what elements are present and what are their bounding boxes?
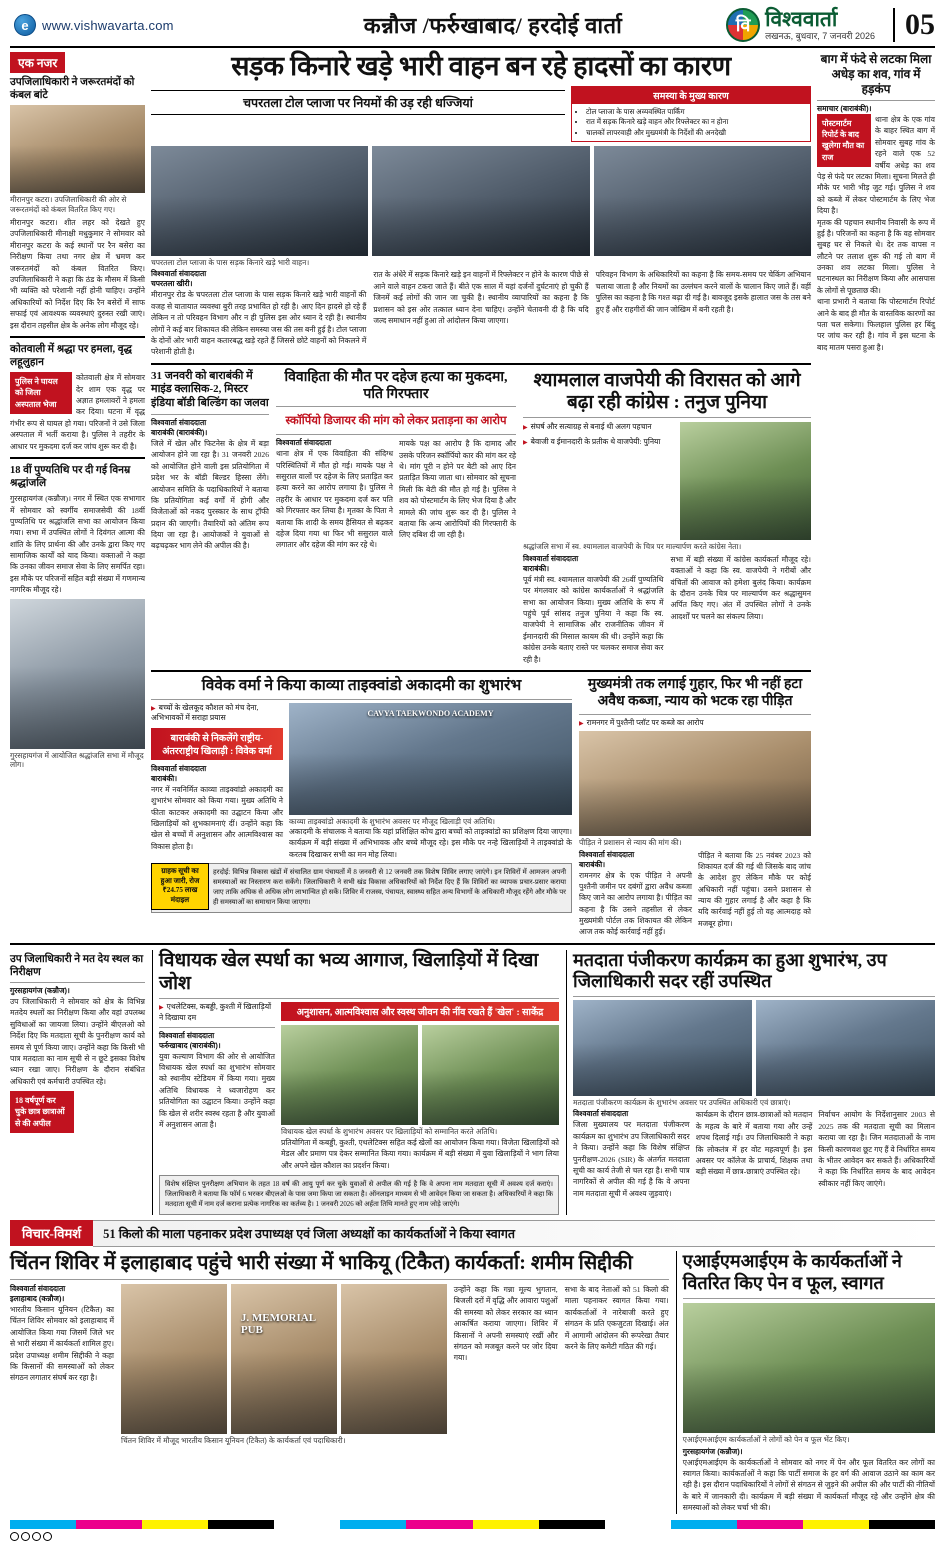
row-three [151, 677, 811, 938]
photo-congress-tribute [680, 422, 811, 540]
taekwondo-caption: काव्या ताइक्वांडो अकादमी के शुभारंभ अवसर पर मौजूद खिलाड़ी एवं अतिथि। [289, 816, 495, 826]
list-item: • चालकों लापरवाही और मुख्यमंत्री के निर्देशों की अनदेखी [586, 128, 804, 138]
photo-voter-2 [756, 1000, 935, 1096]
list-item: • टोल प्लाजा के पास अव्यवस्थित पार्किंग [586, 107, 804, 117]
dahej-col2: मायके पक्ष का आरोप है कि दामाद और उसके परिजन स्कॉर्पियो कार की मांग कर रहे थे। मांग पूरी न होने पर बेटी को आए दिन प्रताड़ित किया जाता था। सोमवार को सूचना मिली कि बेटी की मौत हो गई है। पुलिस ने शव को पोस्टमार्टम के लिए भेज दिया है और मामले की जांच शुरू कर दी है। पुलिस ने बताया कि अन्य आरोपियों की गिरफ्तारी के लिए दबिश दी जा रही है। [399, 439, 516, 540]
photo-shivir-2 [231, 1284, 337, 1434]
bottom-left-dateline: इलाहाबाद (कन्नौज)। [10, 1293, 65, 1303]
vichar-label: विचार-विमर्श [10, 1220, 93, 1246]
photo-aimim-workers [683, 1303, 935, 1433]
photo-blanket-distribution [10, 105, 145, 193]
cm-col1: रामनगर क्षेत्र के एक पीड़ित ने अपनी पुश्तैनी जमीन पर दबंगों द्वारा अवैध कब्जा किए जाने का आरोप लगाया है। पीड़ित का कहना है कि उसने तहसील से लेकर मुख्यमंत्री पोर्टल तक शिकायत की लेकिन आज तक कोई कार्रवाई नहीं हुई। [579, 870, 692, 937]
registration-mark-icon [32, 1532, 41, 1541]
registration-marks [10, 1532, 935, 1541]
cm-caption: पीड़ित ने प्रशासन से न्याय की मांग की। [579, 838, 682, 848]
sports-col2: प्रतियोगिता में कबड्डी, कुश्ती, एथलेटिक्स सहित कई खेलों का आयोजन किया गया। विजेता खिलाड़ियों को मेडल और प्रमाण पत्र देकर सम्मानित किया गया। कार्यक्रम में बड़ी संख्या में युवा खिलाड़ियों ने भाग लिया और अपने खेल कौशल का प्रदर्शन किया। [281, 1137, 560, 1170]
color-registration-bar [10, 1520, 935, 1529]
rail-item1-headline: उपजिलाधिकारी ने जरूरतमंदों को कंबल बांटे [10, 77, 135, 102]
lead-points-list [572, 104, 810, 141]
vichar-text: 51 किलो की माला पहनाकर प्रदेश उपाध्यक्ष एवं जिला अध्यक्षों का कार्यकर्ताओं ने किया स्वागत [93, 1220, 935, 1247]
taekwondo-byline: विश्ववार्ता संवाददाता [151, 763, 207, 773]
sports-byline: विश्ववार्ता संवाददाता [159, 1030, 215, 1040]
bottom-left-col3: सभा के बाद नेताओं को 51 किलो की माला पहनाकर स्वागत किया गया। कार्यकर्ताओं ने नारेबाजी करते हुए संगठन के प्रति एकजुटता दिखाई। अंत में आगामी आंदोलन की रूपरेखा तैयार करने के लिए कमेटी गठित की गई। [564, 1284, 669, 1351]
top-section [10, 52, 935, 938]
dahej-byline: विश्ववार्ता संवाददाता [276, 438, 332, 448]
photo-sign-text: J. MEMORIAL PUB [240, 1311, 316, 1336]
barabanki-text: जिले में खेल और फिटनेस के क्षेत्र में बड़ा आयोजन होने जा रहा है। 31 जनवरी 2026 को आयोजित होने वाली इस प्रतियोगिता में प्रदेश भर के बॉडी बिल्डर हिस्सा लेंगे। आयोजन समिति के पदाधिकारियों ने बताया कि प्रतियोगिता कई वर्गों में होगी और विजेताओं को नकद पुरस्कार के साथ ट्रॉफी प्रदान की जाएगी। तैयारियों को अंतिम रूप दिया जा रहा है। आयोजकों ने युवाओं से बढ़चढ़कर भाग लेने की अपील की है। [151, 438, 269, 551]
rail-item3-caption: गुरसहायगंज में आयोजित श्रद्धांजलि सभा में मौजूद लोग। [10, 750, 144, 770]
edition-title: कन्नौज /फर्रुखाबाद/ हरदोई वार्ता [363, 13, 623, 38]
bottom-right-byline: गुरसहायगंज (कन्नौज)। [682, 1446, 743, 1456]
cm-byline: विश्ववार्ता संवाददाता [579, 849, 635, 859]
registration-mark-icon [43, 1532, 52, 1541]
vichar-bar [10, 1220, 935, 1247]
voter-col3: निर्वाचन आयोग के निर्देशानुसार 2003 से 2025 तक की मतदाता सूची का मिलान कराया जा रहा है। जिन मतदाताओं के नाम किसी कारणवश छूट गए हैं वे निर्धारित समय के भीतर आवेदन कर सकते हैं। अधिकारियों ने कहा कि निर्धारित समय के बाद आवेदन स्वीकार नहीं किए जाएंगे। [818, 1110, 935, 1188]
rrail-byline: समाचार (बाराबंकी)। [817, 104, 872, 113]
sdm-headline: उप जिलाधिकारी ने मत देय स्थल का निरीक्षण [10, 953, 144, 978]
cm-bullet: ▶ रामनगर में पुश्तैनी प्लॉट पर कब्जे का आरोप [579, 718, 811, 729]
barabanki-dateline: बाराबंकी (बाराबंकी)। [151, 427, 208, 437]
barabanki-headline: 31 जनवरी को बाराबंकी में माइंड क्लासिक-2, मिस्टर इंडिया बॉडी बिल्डिंग का जलवा [151, 369, 269, 410]
bottom-left-caption: चिंतन शिविर में मौजूद भारतीय किसान यूनियन (टिकैत) के कार्यकर्ता एवं पदाधिकारी। [121, 1435, 346, 1445]
bottom-left-col1: भारतीय किसान यूनियन (टिकैत) का चिंतन शिविर सोमवार को इलाहाबाद में आयोजित किया गया जिसमें जिले भर से भारी संख्या में कार्यकर्ता शामिल हुए। प्रदेश उपाध्यक्ष शमीम सिद्दीकी ने कहा कि किसानों की समस्याओं को लेकर संगठन लगातार संघर्ष कर रहा है। [10, 1304, 114, 1383]
lead-byline: विश्ववार्ता संवाददाता [151, 269, 207, 279]
globe-icon: e [14, 14, 36, 36]
bottom-left-byline: विश्ववार्ता संवाददाता [10, 1283, 66, 1293]
taekwondo-headline: विवेक वर्मा ने किया काव्या ताइक्वांडो अकादमी का शुभारंभ [201, 676, 522, 694]
lead-col1: मीरानपुर रोड के चपरतला टोल प्लाजा के पास सड़क किनारे खड़े भारी वाहनों की वजह से यातायात व्यवस्था बुरी तरह प्रभावित हो रही है। आए दिन हादसे हो रहे हैं लेकिन न तो परिवहन विभाग और न ही पुलिस इस ओर ध्यान दे रही है। स्थानीय लोगों ने कई बार शिकायत की लेकिन समस्या जस की तस बनी हुई है। टोल प्लाजा के दोनों ओर भारी वाहन कतारबद्ध खड़े रहते हैं जिससे छोटे वाहनों को निकलने में परेशानी होती है। [151, 290, 367, 357]
shyamlal-dateline: बाराबंकी। [523, 563, 550, 573]
lead-dateline: चपरतला खीरी। [151, 279, 193, 289]
photo-shivir-1 [121, 1284, 227, 1434]
voter-byline: विश्ववार्ता संवाददाता [573, 1109, 629, 1119]
shyamlal-bullet-1: ▶ संघर्ष और सत्याग्रह से बनाई थी अलग पहचान [523, 422, 673, 433]
sports-caption: विधायक खेल स्पर्धा के शुभारंभ अवसर पर खिलाड़ियों को सम्मानित करते अतिथि। [281, 1127, 498, 1137]
rail-item2-text: कोतवाली क्षेत्र में सोमवार देर शाम एक वृद्ध पर अज्ञात हमलावरों ने हमला कर दिया। घटना में वृद्ध गंभीर रूप से घायल हो गया। परिजनों ने उसे जिला अस्पताल में भर्ती कराया है। पुलिस ने तहरीर के आधार पर मुकदमा दर्ज कर जांच शुरू कर दी है। [10, 373, 145, 451]
lead-points-title: समस्या के मुख्य कारण [572, 87, 810, 104]
shyamlal-col2: सभा में बड़ी संख्या में कांग्रेस कार्यकर्ता मौजूद रहे। वक्ताओं ने कहा कि स्व. वाजपेयी ने गरीबों और वंचितों की आवाज को हमेशा बुलंद किया। कार्यक्रम के दौरान उनके चित्र पर माल्यार्पण कर श्रद्धासुमन अर्पित किए गए। अंत में उपस्थित लोगों ने उनके आदर्शों पर चलने का संकल्प लिया। [670, 554, 811, 621]
bottom-section [10, 1251, 935, 1514]
rail-item3-text: गुरसहायगंज (कन्नौज)। नगर में स्थित एक सभागार में सोमवार को स्वर्गीय समाजसेवी की 18वीं पुण्यतिथि पर श्रद्धांजलि सभा का आयोजन किया गया। सभा में उपस्थित लोगों ने दिवंगत आत्मा की शांति के लिए प्रार्थना की और उनके द्वारा किए गए सामाजिक कार्यों को याद किया। वक्ताओं ने कहा कि उनका जीवन समाज सेवा के लिए समर्पित रहा। इस मौके पर परिजनों सहित बड़ी संख्या में गणमान्य नागरिक मौजूद रहे। [10, 494, 145, 595]
story-aimim [676, 1251, 935, 1514]
sports-col1: युवा कल्याण विभाग की ओर से आयोजित विधायक खेल स्पर्धा का शुभारंभ सोमवार को स्थानीय स्टेडियम में किया गया। मुख्य अतिथि विधायक ने ध्वजारोहण कर प्रतियोगिता का उद्घाटन किया। उन्होंने कहा कि खेल से शरीर स्वस्थ रहता है और युवाओं में अनुशासन आता है। [159, 1051, 275, 1130]
photo-shivir-3 [341, 1284, 447, 1434]
voter-headline: मतदाता पंजीकरण कार्यक्रम का हुआ शुभारंभ, उप जिलाधिकारी सदर रहीं उपस्थित [573, 949, 887, 992]
rail-item2-redbox: पुलिस ने घायल को जिला अस्पताल भेजा [10, 372, 72, 414]
registration-mark-icon [10, 1532, 19, 1541]
story-sdm [10, 950, 145, 1215]
story-dahej [276, 370, 516, 665]
sports-grey-box: विशेष संक्षिप्त पुनरीक्षण अभियान के तहत 18 वर्ष की आयु पूर्ण कर चुके युवाओं से अपील की गई है कि वे अपना नाम मतदाता सूची में अवश्य दर्ज कराएं। जिलाधिकारी ने बताया कि फॉर्म 6 भरकर बीएलओ के पास जमा किया जा सकता है। ऑनलाइन माध्यम से भी आवेदन किया जा सकता है। अधिकारियों ने कहा कि मतदाता सूची में नाम दर्ज कराना प्रत्येक नागरिक का कर्तव्य है। 1 जनवरी 2026 को अर्हता तिथि मानते हुए नाम जोड़े जाएंगे। [159, 1175, 559, 1215]
right-rail [817, 52, 935, 938]
story-shyamlal [523, 370, 811, 665]
taekwondo-bullet-2: बाराबंकी से निकलेंगे राष्ट्रीय-अंतरराष्ट्रीय खिलाड़ी : विवेक वर्मा [151, 728, 283, 760]
lead-caption: चपरतला टोल प्लाजा के पास सड़क किनारे खड़े भारी वाहन। [151, 258, 310, 267]
bottom-right-text: एआईएमआईएम के कार्यकर्ताओं ने सोमवार को नगर में पेन और फूल वितरित कर लोगों का स्वागत किया। कार्यकर्ताओं ने कहा कि पार्टी समाज के हर वर्ग की आवाज उठाने का काम कर रही है। इस दौरान पदाधिकारियों ने लोगों से संगठन से जुड़ने की अपील की और पार्टी की नीतियों के बारे में जानकारी दी। कार्यक्रम में बड़ी संख्या में कार्यकर्ता मौजूद रहे और उन्होंने क्षेत्र की समस्याओं को लेकर चर्चा भी की। [682, 1457, 935, 1513]
brand-logo [726, 8, 875, 42]
cm-col2: पीड़ित ने बताया कि 25 नवंबर 2023 को शिकायत दर्ज की गई थी जिसके बाद जांच के आदेश हुए लेकिन मौके पर कोई अधिकारी नहीं पहुंचा। उसने प्रशासन से न्याय की गुहार लगाई है और कहा है कि यदि कार्रवाई नहीं हुई तो वह आत्मदाह को मजबूर होगा। [698, 850, 811, 928]
taekwondo-bullet-1: ▶ बच्चों के खेलकूद कौशल को मंच देना, अभिभावकों में सराहा प्रयास [151, 703, 283, 724]
shyamlal-col1: पूर्व मंत्री स्व. श्यामलाल वाजपेयी की 26वीं पुण्यतिथि पर मंगलवार को कांग्रेस कार्यकर्ताओं ने श्रद्धांजलि सभा का आयोजन किया। मुख्य अतिथि के रूप में पहुंचे पूर्व सांसद तनुज पुनिया ने कहा कि स्व. वाजपेयी ने सामाजिक और राजनीतिक जीवन में ईमानदारी की मिसाल कायम की थी। उन्होंने कहा कि कांग्रेस उनके बताए रास्ते पर चलकर समाज सेवा कर रही है। [523, 574, 664, 664]
lead-story [151, 52, 811, 358]
masthead [10, 8, 935, 48]
photo-banner-text: CAVYA TAEKWONDO ACADEMY [367, 708, 494, 718]
sports-bullet-1: ▶ एथलेटिक्स, कबड्डी, कुश्ती में खिलाड़ियों ने दिखाया दम [159, 1002, 275, 1023]
dahej-headline: विवाहिता की मौत पर दहेज हत्या का मुकदमा, पति गिरफ्तार [284, 369, 508, 402]
newspaper-logo-icon: वि [726, 8, 760, 42]
photo-sports-1 [281, 1025, 418, 1125]
photo-taekwondo-academy [289, 703, 572, 815]
sports-dateline: फर्रुखाबाद (बाराबंकी)। [159, 1040, 221, 1050]
middle-band [10, 950, 935, 1215]
story-chintan-shivir [10, 1251, 669, 1514]
rail-item1-caption: मीरानपुर कटरा। उपजिलाधिकारी की ओर से जरूरतमंदों को कंबल वितरित किए गए। [10, 195, 127, 214]
rrail-text2: मृतक की पहचान स्थानीय निवासी के रूप में हुई है। परिजनों का कहना है कि वह सोमवार सुबह घर से निकले थे। देर तक वापस न लौटने पर तलाश शुरू की गई तो बाग में उनका शव लटका मिला। पुलिस ने घटनास्थल का निरीक्षण किया और आसपास के लोगों से पूछताछ की। [817, 217, 935, 295]
story-voter [566, 950, 935, 1215]
rail-item2-headline: कोतवाली में श्रद्धा पर हमला, वृद्ध लहूलुहान [10, 343, 132, 369]
brand-dateline: लखनऊ, बुधवार, 7 जनवरी 2026 [765, 31, 875, 41]
bottom-right-headline: एआईएमआईएम के कार्यकर्ताओं ने वितरित किए पेन व फूल, स्वागत [682, 1250, 902, 1293]
taekwondo-col1: नगर में नवनिर्मित काव्या ताइक्वांडो अकादमी का शुभारंभ सोमवार को किया गया। मुख्य अतिथि ने फीता काटकर अकादमी का उद्घाटन किया और खिलाड़ियों को शुभकामनाएं दीं। उन्होंने कहा कि खेल से बच्चों में अनुशासन और आत्मविश्वास का विकास होता है। [151, 784, 283, 851]
sdm-byline: गुरसहायगंज (कन्नौज)। [10, 986, 70, 996]
rrail-text3: थाना प्रभारी ने बताया कि पोस्टमार्टम रिपोर्ट आने के बाद ही मौत के वास्तविक कारणों का पता चल सकेगा। फिलहाल पुलिस हर बिंदु पर जांच कर रही है। गांव में इस घटना के बाद मातम पसरा हुआ है। [817, 297, 935, 352]
photo-highway-3 [594, 146, 811, 256]
voter-col2: कार्यक्रम के दौरान छात्र-छात्राओं को मतदान के महत्व के बारे में बताया गया और उन्हें शपथ दिलाई गई। उप जिलाधिकारी ने कहा कि लोकतंत्र में हर वोट महत्वपूर्ण है। इस अवसर पर कॉलेज के प्राचार्य, शिक्षक तथा बड़ी संख्या में छात्र-छात्राएं उपस्थित रहे। [695, 1110, 813, 1177]
dahej-subhead: स्कॉर्पियो डिजायर की मांग को लेकर प्रताड़ना का आरोप [285, 415, 507, 428]
photo-victim-portrait [579, 731, 811, 836]
lead-col3: परिवहन विभाग के अधिकारियों का कहना है कि समय-समय पर चेकिंग अभियान चलाया जाता है और नियमों का उल्लंघन करने वालों के चालान किए जाते हैं। वहीं पुलिस का कहना है कि गश्त बढ़ा दी गई है। बावजूद इसके हालात जस के तस बने हुए हैं और राहगीरों की जान जोखिम में बनी रहती है। [595, 270, 811, 314]
story-taekwondo [151, 677, 572, 938]
bottom-right-caption: एआईएमआईएम कार्यकर्ताओं ने लोगों को पेन व फूल भेंट किए। [682, 1435, 850, 1445]
story-cm [579, 677, 811, 938]
sports-headline: विधायक खेल स्पर्धा का भव्य आगाज, खिलाड़ियों में दिखा जोश [159, 949, 539, 994]
photo-shraddhanjali-sabha [10, 599, 145, 749]
barabanki-byline: विश्ववार्ता संवाददाता [151, 417, 207, 427]
rail-item1-text: मीरानपुर कटरा। शीत लहर को देखते हुए उपजिलाधिकारी मीनाक्षी मधुकुमार ने सोमवार को मीरानपुर कटरा के कई स्थानों पर रैन बसेरा का निरीक्षण किया तथा नगर क्षेत्र में भ्रमण कर जरूरतमंदों को कंबल वितरित किए। उपजिलाधिकारी ने कहा कि ठंड के मौसम में किसी भी व्यक्ति को परेशानी नहीं होनी चाहिए। उन्होंने अधिकारियों को निर्देश दिए कि रैन बसेरों में साफ सफाई एवं आवश्यक व्यवस्थाएं दुरुस्त रखी जाएं। इस दौरान तहसील क्षेत्र के अनेक लोग मौजूद रहे। [10, 218, 145, 330]
shyamlal-caption: श्रद्धांजलि सभा में स्व. श्यामलाल वाजपेयी के चित्र पर माल्यार्पण करते कांग्रेस नेता। [523, 542, 742, 552]
taekwondo-col2: अकादमी के संचालक ने बताया कि यहां प्रशिक्षित कोच द्वारा बच्चों को ताइक्वांडो का प्रशिक्षण दिया जाएगा। कार्यक्रम में बड़ी संख्या में अभिभावक और बच्चे मौजूद रहे। इस मौके पर नन्हे खिलाड़ियों ने ताइक्वांडो के करतब दिखाकर सभी का मन मोह लिया। [289, 826, 572, 859]
sdm-text: उप जिलाधिकारी ने सोमवार को क्षेत्र के विभिन्न मतदेय स्थलों का निरीक्षण किया और वहां उपलब्ध सुविधाओं का जायजा लिया। उन्होंने बीएलओ को निर्देश दिए कि मतदाता सूची के पुनरीक्षण कार्य को समय से पूर्ण किया जाए। उन्होंने कहा कि किसी भी पात्र मतदाता का नाम सूची से न छूटे इसका विशेष ध्यान रखा जाए। निरीक्षण के दौरान संबंधित अधिकारी एवं कर्मचारी उपस्थित रहे। [10, 997, 145, 1086]
photo-highway-1 [151, 146, 368, 256]
story-sports [152, 950, 559, 1215]
taekwondo-grey-box: हरदोई: विभिन्न विकास खंडों में संचालित ग्राम पंचायतों में 8 जनवरी से 12 जनवरी तक विशेष शिविर लगाए जाएंगे। इन शिविरों में आमजन अपनी समस्याओं का निस्तारण करा सकेंगे। जिलाधिकारी ने सभी खंड विकास अधिकारियों को निर्देश दिए हैं कि शिविरों का व्यापक प्रचार-प्रसार कराया जाए ताकि अधिक से अधिक लोग लाभान्वित हो सकें। शिविर में राजस्व, पंचायत, स्वास्थ्य सहित अन्य विभागों के अधिकारी मौजूद रहेंगे और मौके पर ही समस्याओं का समाधान किया जाएगा। [151, 863, 572, 913]
cm-dateline: बाराबंकी। [579, 859, 606, 869]
dahej-col1: थाना क्षेत्र में एक विवाहिता की संदिग्ध परिस्थितियों में मौत हो गई। मायके पक्ष ने ससुराल वालों पर दहेज के लिए प्रताड़ित कर हत्या करने का आरोप लगाया है। पुलिस ने तहरीर के आधार पर मुकदमा दर्ज कर पति को गिरफ्तार कर लिया है। मृतका के पिता ने बताया कि शादी के समय हैसियत से बढ़कर दहेज दिया गया था फिर भी ससुराल वाले लगातार और दहेज की मांग कर रहे थे। [276, 449, 393, 550]
left-rail [10, 52, 145, 938]
taekwondo-yellow-box: ग्राहक सूची का हुआ जारी, रोज ₹24.75 लाख मंदाइल [151, 863, 209, 910]
shyamlal-byline: विश्ववार्ता संवाददाता [523, 553, 579, 563]
masthead-left [10, 14, 260, 36]
lead-headline: सड़क किनारे खड़े भारी वाहन बन रहे हादसों का कारण [231, 51, 731, 81]
lead-col2: रात के अंधेरे में सड़क किनारे खड़े इन वाहनों में रिफ्लेक्टर न होने के कारण पीछे से आने वाले वाहन टकरा जाते हैं। बीते एक साल में यहां दर्जनों दुर्घटनाएं हो चुकी हैं जिनमें कई लोगों की जान जा चुकी है। स्थानीय व्यापारियों का कहना है कि प्रशासन को इस ओर तत्काल ध्यान देना चाहिए। उन्होंने चेतावनी दी है कि यदि जल्द समाधान नहीं हुआ तो आंदोलन किया जाएगा। [373, 270, 589, 325]
lead-subhead: चपरतला टोल प्लाजा पर नियमों की उड़ रही धज्जियां [151, 90, 565, 115]
photo-voter-1 [573, 1000, 752, 1096]
sports-bullet-2: अनुशासन, आत्मविश्वास और स्वस्थ जीवन की नींव रखते हैं 'खेल' : साकेंद्र [281, 1002, 559, 1021]
shyamlal-headline: श्यामलाल वाजपेयी की विरासत को आगे बढ़ा रही कांग्रेस : तनुज पुनिया [533, 369, 801, 413]
sdm-redbox: 18 वर्षपूर्ण कर चुके छात्र छात्राओं से की अपील [10, 1091, 74, 1133]
rail-item3-headline: 18 वीं पुण्यतिथि पर दी गई विनम्र श्रद्धांजलि [10, 464, 131, 490]
bottom-left-headline: चिंतन शिविर में इलाहाबाद पहुंचे भारी संख्या में भाकियू (टिकैत) कार्यकर्ता: शमीम सिद्दीकी [10, 1251, 633, 1274]
masthead-right [726, 8, 935, 42]
photo-sports-2 [422, 1025, 559, 1125]
rail-label: एक नजर [10, 52, 65, 73]
cm-headline: मुख्यमंत्री तक लगाई गुहार, फिर भी नहीं हटा अवैध कब्जा, न्याय को भटक रहा पीड़ित [587, 676, 803, 709]
lead-points-box [571, 86, 811, 142]
registration-mark-icon [21, 1532, 30, 1541]
page-number: 05 [893, 8, 935, 42]
voter-col1: जिला मुख्यालय पर मतदाता पंजीकरण कार्यक्रम का शुभारंभ उप जिलाधिकारी सदर ने किया। उन्होंने कहा कि विशेष संक्षिप्त पुनरीक्षण-2026 (SIR) के अंतर्गत मतदाता सूची का कार्य तेजी से चल रहा है। सभी पात्र नागरिकों से अपील की गई है कि वे अपना नाम मतदाता सूची में अवश्य जुड़वाएं। [573, 1120, 690, 1198]
list-item: • रात में सड़क किनारे खड़े वाहन और रिफ्लेक्टर का न होना [586, 117, 804, 127]
voter-caption: मतदाता पंजीकरण कार्यक्रम के शुभारंभ अवसर पर उपस्थित अधिकारी एवं छात्राएं। [573, 1098, 791, 1108]
rrail-subhead: पोस्टमार्टम रिपोर्ट के बाद खुलेगा मौत का राज [817, 114, 871, 167]
taekwondo-dateline: बाराबंकी। [151, 773, 178, 783]
photo-highway-2 [372, 146, 589, 256]
shyamlal-bullet-2: ▶ बेवाजी व ईमानदारी के प्रतीक थे वाजपेयी: पुनिया [523, 437, 673, 448]
rrail-headline: बाग में फंदे से लटका मिला अधेड़ का शव, गांव में हड़कंप [820, 52, 932, 96]
row-two [151, 370, 811, 665]
bottom-left-col2: उन्होंने कहा कि गन्ना मूल्य भुगतान, बिजली दरों में वृद्धि और आवारा पशुओं की समस्या को लेकर सरकार का ध्यान आकर्षित कराया जाएगा। शिविर में किसानों ने अपनी समस्याएं रखीं और संगठन को मजबूत करने पर जोर दिया गया। [453, 1284, 558, 1363]
center-block [151, 52, 811, 938]
story-barabanki [151, 370, 269, 665]
website-url[interactable]: www.vishwavarta.com [42, 17, 174, 33]
brand-title: विश्ववार्ता [765, 7, 838, 31]
rrail-text1: थाना क्षेत्र के एक गांव के बाहर स्थित बाग में सोमवार सुबह गांव के रहने वाले एक 52 वर्षीय अधेड़ का शव पेड़ से फंदे पर लटका मिला। सूचना मिलते ही मौके पर भारी भीड़ जुट गई। पुलिस ने शव को कब्जे में लेकर पोस्टमार्टम के लिए भेज दिया है। [817, 115, 935, 216]
